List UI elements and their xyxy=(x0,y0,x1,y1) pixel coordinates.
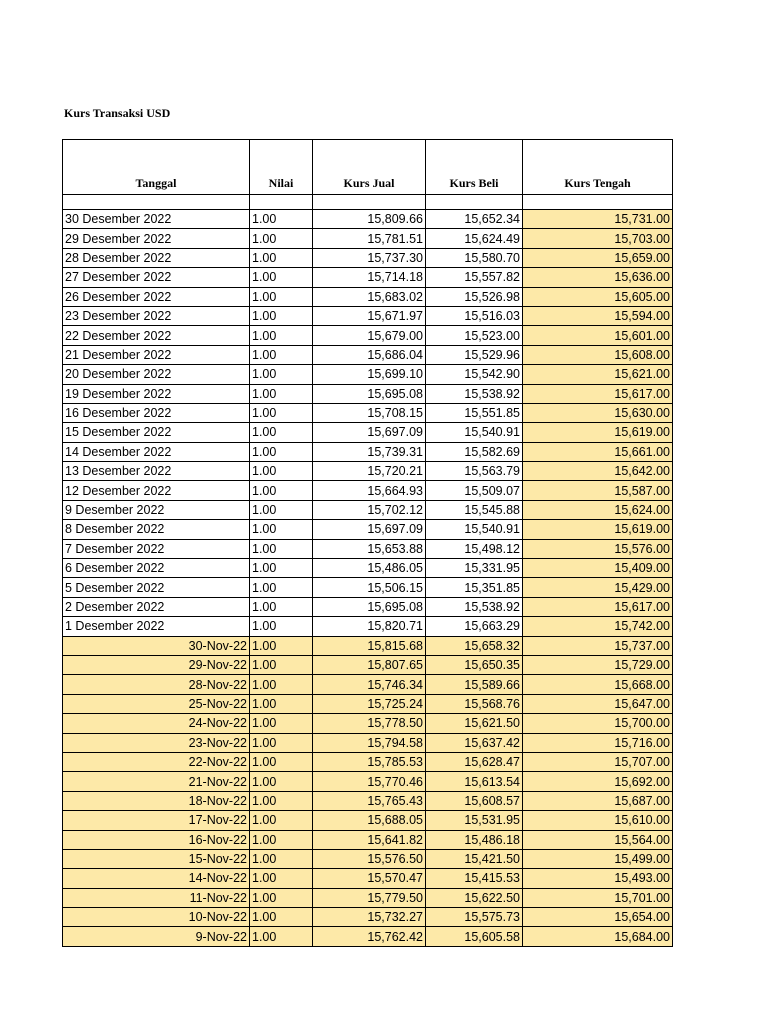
kurs-tengah-cell: 15,493.00 xyxy=(523,869,673,888)
table-row xyxy=(63,462,673,481)
table-row xyxy=(63,714,673,733)
table-row xyxy=(63,210,673,229)
kurs-jual-cell: 15,506.15 xyxy=(313,578,426,597)
kurs-tengah-cell: 15,608.00 xyxy=(523,345,673,364)
date-cell: 2 Desember 2022 xyxy=(63,597,250,616)
table-row xyxy=(63,694,673,713)
date-cell: 22-Nov-22 xyxy=(63,752,250,771)
nilai-cell: 1.00 xyxy=(250,500,313,519)
kurs-beli-cell: 15,628.47 xyxy=(426,752,523,771)
date-cell: 23-Nov-22 xyxy=(63,733,250,752)
kurs-tengah-cell: 15,707.00 xyxy=(523,752,673,771)
kurs-jual-cell: 15,815.68 xyxy=(313,636,426,655)
kurs-beli-cell: 15,551.85 xyxy=(426,403,523,422)
table-row xyxy=(63,675,673,694)
kurs-tengah-cell: 15,499.00 xyxy=(523,849,673,868)
nilai-cell: 1.00 xyxy=(250,248,313,267)
date-cell: 25-Nov-22 xyxy=(63,694,250,713)
kurs-tengah-cell: 15,619.00 xyxy=(523,520,673,539)
kurs-jual-cell: 15,714.18 xyxy=(313,268,426,287)
kurs-beli-cell: 15,540.91 xyxy=(426,520,523,539)
kurs-tengah-cell: 15,605.00 xyxy=(523,287,673,306)
table-row xyxy=(63,908,673,927)
table-row xyxy=(63,559,673,578)
table-row xyxy=(63,578,673,597)
kurs-beli-cell: 15,523.00 xyxy=(426,326,523,345)
kurs-tengah-cell: 15,409.00 xyxy=(523,559,673,578)
kurs-beli-cell: 15,486.18 xyxy=(426,830,523,849)
table-row xyxy=(63,403,673,422)
nilai-cell: 1.00 xyxy=(250,714,313,733)
nilai-cell: 1.00 xyxy=(250,210,313,229)
kurs-jual-cell: 15,781.51 xyxy=(313,229,426,248)
kurs-jual-cell: 15,683.02 xyxy=(313,287,426,306)
kurs-beli-cell: 15,624.49 xyxy=(426,229,523,248)
nilai-cell: 1.00 xyxy=(250,462,313,481)
nilai-cell: 1.00 xyxy=(250,326,313,345)
kurs-tengah-cell: 15,654.00 xyxy=(523,908,673,927)
kurs-jual-cell: 15,765.43 xyxy=(313,791,426,810)
nilai-cell: 1.00 xyxy=(250,752,313,771)
kurs-tengah-cell: 15,703.00 xyxy=(523,229,673,248)
kurs-jual-cell: 15,809.66 xyxy=(313,210,426,229)
kurs-jual-cell: 15,702.12 xyxy=(313,500,426,519)
kurs-beli-cell: 15,637.42 xyxy=(426,733,523,752)
date-cell: 1 Desember 2022 xyxy=(63,617,250,636)
date-cell: 30 Desember 2022 xyxy=(63,210,250,229)
nilai-cell: 1.00 xyxy=(250,791,313,810)
table-row xyxy=(63,345,673,364)
kurs-jual-cell: 15,576.50 xyxy=(313,849,426,868)
kurs-beli-cell: 15,509.07 xyxy=(426,481,523,500)
table-row xyxy=(63,384,673,403)
kurs-jual-cell: 15,679.00 xyxy=(313,326,426,345)
table-row xyxy=(63,520,673,539)
kurs-jual-cell: 15,486.05 xyxy=(313,559,426,578)
table-row xyxy=(63,772,673,791)
nilai-cell: 1.00 xyxy=(250,365,313,384)
blank-row xyxy=(63,195,673,210)
kurs-jual-cell: 15,739.31 xyxy=(313,442,426,461)
table-row xyxy=(63,326,673,345)
nilai-cell: 1.00 xyxy=(250,287,313,306)
nilai-cell: 1.00 xyxy=(250,229,313,248)
nilai-cell: 1.00 xyxy=(250,849,313,868)
nilai-cell: 1.00 xyxy=(250,423,313,442)
kurs-tengah-cell: 15,594.00 xyxy=(523,306,673,325)
kurs-beli-cell: 15,652.34 xyxy=(426,210,523,229)
kurs-beli-cell: 15,545.88 xyxy=(426,500,523,519)
kurs-tengah-cell: 15,692.00 xyxy=(523,772,673,791)
date-cell: 12 Desember 2022 xyxy=(63,481,250,500)
table-row xyxy=(63,248,673,267)
table-row xyxy=(63,811,673,830)
kurs-beli-cell: 15,622.50 xyxy=(426,888,523,907)
kurs-beli-cell: 15,498.12 xyxy=(426,539,523,558)
table-row xyxy=(63,287,673,306)
table-row xyxy=(63,617,673,636)
column-header-kurs-tengah: Kurs Tengah xyxy=(523,140,673,195)
nilai-cell: 1.00 xyxy=(250,908,313,927)
kurs-tengah-cell: 15,684.00 xyxy=(523,927,673,946)
kurs-jual-cell: 15,820.71 xyxy=(313,617,426,636)
column-header-kurs-jual: Kurs Jual xyxy=(313,140,426,195)
kurs-jual-cell: 15,732.27 xyxy=(313,908,426,927)
kurs-tengah-cell: 15,701.00 xyxy=(523,888,673,907)
kurs-jual-cell: 15,779.50 xyxy=(313,888,426,907)
date-cell: 21-Nov-22 xyxy=(63,772,250,791)
kurs-beli-cell: 15,663.29 xyxy=(426,617,523,636)
table-row xyxy=(63,655,673,674)
date-cell: 9 Desember 2022 xyxy=(63,500,250,519)
kurs-beli-cell: 15,589.66 xyxy=(426,675,523,694)
date-cell: 14 Desember 2022 xyxy=(63,442,250,461)
table-row xyxy=(63,500,673,519)
kurs-beli-cell: 15,650.35 xyxy=(426,655,523,674)
kurs-jual-cell: 15,778.50 xyxy=(313,714,426,733)
column-header-kurs-beli: Kurs Beli xyxy=(426,140,523,195)
kurs-jual-cell: 15,697.09 xyxy=(313,520,426,539)
kurs-jual-cell: 15,746.34 xyxy=(313,675,426,694)
kurs-tengah-cell: 15,617.00 xyxy=(523,384,673,403)
kurs-tengah-cell: 15,742.00 xyxy=(523,617,673,636)
kurs-tengah-cell: 15,731.00 xyxy=(523,210,673,229)
date-cell: 20 Desember 2022 xyxy=(63,365,250,384)
kurs-jual-cell: 15,641.82 xyxy=(313,830,426,849)
kurs-beli-cell: 15,415.53 xyxy=(426,869,523,888)
kurs-beli-cell: 15,613.54 xyxy=(426,772,523,791)
nilai-cell: 1.00 xyxy=(250,927,313,946)
date-cell: 15 Desember 2022 xyxy=(63,423,250,442)
table-row xyxy=(63,365,673,384)
kurs-beli-cell: 15,557.82 xyxy=(426,268,523,287)
kurs-tengah-cell: 15,636.00 xyxy=(523,268,673,287)
date-cell: 28 Desember 2022 xyxy=(63,248,250,267)
kurs-jual-cell: 15,699.10 xyxy=(313,365,426,384)
nilai-cell: 1.00 xyxy=(250,636,313,655)
date-cell: 14-Nov-22 xyxy=(63,869,250,888)
nilai-cell: 1.00 xyxy=(250,694,313,713)
kurs-tengah-cell: 15,737.00 xyxy=(523,636,673,655)
nilai-cell: 1.00 xyxy=(250,869,313,888)
nilai-cell: 1.00 xyxy=(250,578,313,597)
nilai-cell: 1.00 xyxy=(250,811,313,830)
kurs-beli-cell: 15,575.73 xyxy=(426,908,523,927)
kurs-jual-cell: 15,688.05 xyxy=(313,811,426,830)
kurs-jual-cell: 15,785.53 xyxy=(313,752,426,771)
kurs-tengah-cell: 15,576.00 xyxy=(523,539,673,558)
kurs-beli-cell: 15,582.69 xyxy=(426,442,523,461)
kurs-beli-cell: 15,563.79 xyxy=(426,462,523,481)
date-cell: 11-Nov-22 xyxy=(63,888,250,907)
nilai-cell: 1.00 xyxy=(250,772,313,791)
kurs-jual-cell: 15,686.04 xyxy=(313,345,426,364)
table-row xyxy=(63,927,673,946)
kurs-jual-cell: 15,653.88 xyxy=(313,539,426,558)
kurs-tengah-cell: 15,659.00 xyxy=(523,248,673,267)
nilai-cell: 1.00 xyxy=(250,539,313,558)
date-cell: 6 Desember 2022 xyxy=(63,559,250,578)
nilai-cell: 1.00 xyxy=(250,597,313,616)
kurs-tengah-cell: 15,601.00 xyxy=(523,326,673,345)
table-row xyxy=(63,481,673,500)
kurs-tengah-cell: 15,668.00 xyxy=(523,675,673,694)
date-cell: 16-Nov-22 xyxy=(63,830,250,849)
date-cell: 28-Nov-22 xyxy=(63,675,250,694)
date-cell: 22 Desember 2022 xyxy=(63,326,250,345)
nilai-cell: 1.00 xyxy=(250,306,313,325)
kurs-tengah-cell: 15,621.00 xyxy=(523,365,673,384)
column-header-nilai: Nilai xyxy=(250,140,313,195)
kurs-beli-cell: 15,540.91 xyxy=(426,423,523,442)
kurs-beli-cell: 15,658.32 xyxy=(426,636,523,655)
column-header-tanggal: Tanggal xyxy=(63,140,250,195)
date-cell: 18-Nov-22 xyxy=(63,791,250,810)
table-row xyxy=(63,869,673,888)
page-title: Kurs Transaksi USD xyxy=(64,106,171,120)
kurs-beli-cell: 15,568.76 xyxy=(426,694,523,713)
table-row xyxy=(63,791,673,810)
kurs-jual-cell: 15,664.93 xyxy=(313,481,426,500)
kurs-tengah-cell: 15,617.00 xyxy=(523,597,673,616)
kurs-beli-cell: 15,516.03 xyxy=(426,306,523,325)
table-row xyxy=(63,849,673,868)
kurs-tengah-cell: 15,642.00 xyxy=(523,462,673,481)
nilai-cell: 1.00 xyxy=(250,345,313,364)
kurs-tengah-cell: 15,687.00 xyxy=(523,791,673,810)
table-row xyxy=(63,888,673,907)
kurs-tengah-cell: 15,716.00 xyxy=(523,733,673,752)
kurs-jual-cell: 15,807.65 xyxy=(313,655,426,674)
kurs-beli-cell: 15,608.57 xyxy=(426,791,523,810)
kurs-jual-cell: 15,770.46 xyxy=(313,772,426,791)
date-cell: 17-Nov-22 xyxy=(63,811,250,830)
table-row xyxy=(63,597,673,616)
kurs-tengah-cell: 15,619.00 xyxy=(523,423,673,442)
kurs-beli-cell: 15,531.95 xyxy=(426,811,523,830)
kurs-beli-cell: 15,331.95 xyxy=(426,559,523,578)
date-cell: 24-Nov-22 xyxy=(63,714,250,733)
date-cell: 10-Nov-22 xyxy=(63,908,250,927)
kurs-tengah-cell: 15,661.00 xyxy=(523,442,673,461)
date-cell: 5 Desember 2022 xyxy=(63,578,250,597)
nilai-cell: 1.00 xyxy=(250,888,313,907)
kurs-tengah-cell: 15,630.00 xyxy=(523,403,673,422)
table-row xyxy=(63,752,673,771)
date-cell: 29 Desember 2022 xyxy=(63,229,250,248)
nilai-cell: 1.00 xyxy=(250,830,313,849)
kurs-jual-cell: 15,695.08 xyxy=(313,597,426,616)
kurs-beli-cell: 15,529.96 xyxy=(426,345,523,364)
kurs-tengah-cell: 15,647.00 xyxy=(523,694,673,713)
nilai-cell: 1.00 xyxy=(250,268,313,287)
kurs-jual-cell: 15,695.08 xyxy=(313,384,426,403)
date-cell: 30-Nov-22 xyxy=(63,636,250,655)
nilai-cell: 1.00 xyxy=(250,733,313,752)
kurs-tengah-cell: 15,729.00 xyxy=(523,655,673,674)
kurs-beli-cell: 15,526.98 xyxy=(426,287,523,306)
table-row xyxy=(63,733,673,752)
nilai-cell: 1.00 xyxy=(250,520,313,539)
nilai-cell: 1.00 xyxy=(250,442,313,461)
kurs-jual-cell: 15,737.30 xyxy=(313,248,426,267)
kurs-tengah-cell: 15,564.00 xyxy=(523,830,673,849)
kurs-beli-cell: 15,542.90 xyxy=(426,365,523,384)
date-cell: 23 Desember 2022 xyxy=(63,306,250,325)
date-cell: 15-Nov-22 xyxy=(63,849,250,868)
table-header-row xyxy=(63,140,673,195)
table-row xyxy=(63,306,673,325)
kurs-tengah-cell: 15,610.00 xyxy=(523,811,673,830)
kurs-jual-cell: 15,570.47 xyxy=(313,869,426,888)
kurs-beli-cell: 15,580.70 xyxy=(426,248,523,267)
kurs-jual-cell: 15,697.09 xyxy=(313,423,426,442)
table-row xyxy=(63,229,673,248)
kurs-beli-cell: 15,538.92 xyxy=(426,597,523,616)
nilai-cell: 1.00 xyxy=(250,675,313,694)
kurs-beli-cell: 15,351.85 xyxy=(426,578,523,597)
nilai-cell: 1.00 xyxy=(250,655,313,674)
nilai-cell: 1.00 xyxy=(250,559,313,578)
date-cell: 7 Desember 2022 xyxy=(63,539,250,558)
date-cell: 29-Nov-22 xyxy=(63,655,250,674)
date-cell: 9-Nov-22 xyxy=(63,927,250,946)
table-row xyxy=(63,268,673,287)
kurs-jual-cell: 15,671.97 xyxy=(313,306,426,325)
date-cell: 16 Desember 2022 xyxy=(63,403,250,422)
kurs-jual-cell: 15,725.24 xyxy=(313,694,426,713)
kurs-tengah-cell: 15,429.00 xyxy=(523,578,673,597)
date-cell: 13 Desember 2022 xyxy=(63,462,250,481)
kurs-jual-cell: 15,720.21 xyxy=(313,462,426,481)
kurs-beli-cell: 15,605.58 xyxy=(426,927,523,946)
date-cell: 21 Desember 2022 xyxy=(63,345,250,364)
kurs-beli-cell: 15,621.50 xyxy=(426,714,523,733)
table-row xyxy=(63,423,673,442)
nilai-cell: 1.00 xyxy=(250,403,313,422)
kurs-tengah-cell: 15,587.00 xyxy=(523,481,673,500)
kurs-beli-cell: 15,421.50 xyxy=(426,849,523,868)
table-row xyxy=(63,539,673,558)
date-cell: 19 Desember 2022 xyxy=(63,384,250,403)
kurs-jual-cell: 15,762.42 xyxy=(313,927,426,946)
date-cell: 27 Desember 2022 xyxy=(63,268,250,287)
kurs-tengah-cell: 15,700.00 xyxy=(523,714,673,733)
table-row xyxy=(63,442,673,461)
nilai-cell: 1.00 xyxy=(250,481,313,500)
nilai-cell: 1.00 xyxy=(250,384,313,403)
kurs-beli-cell: 15,538.92 xyxy=(426,384,523,403)
kurs-tengah-cell: 15,624.00 xyxy=(523,500,673,519)
kurs-jual-cell: 15,708.15 xyxy=(313,403,426,422)
date-cell: 8 Desember 2022 xyxy=(63,520,250,539)
kurs-jual-cell: 15,794.58 xyxy=(313,733,426,752)
nilai-cell: 1.00 xyxy=(250,617,313,636)
table-row xyxy=(63,636,673,655)
table-row xyxy=(63,830,673,849)
date-cell: 26 Desember 2022 xyxy=(63,287,250,306)
exchange-rate-table xyxy=(62,139,673,947)
